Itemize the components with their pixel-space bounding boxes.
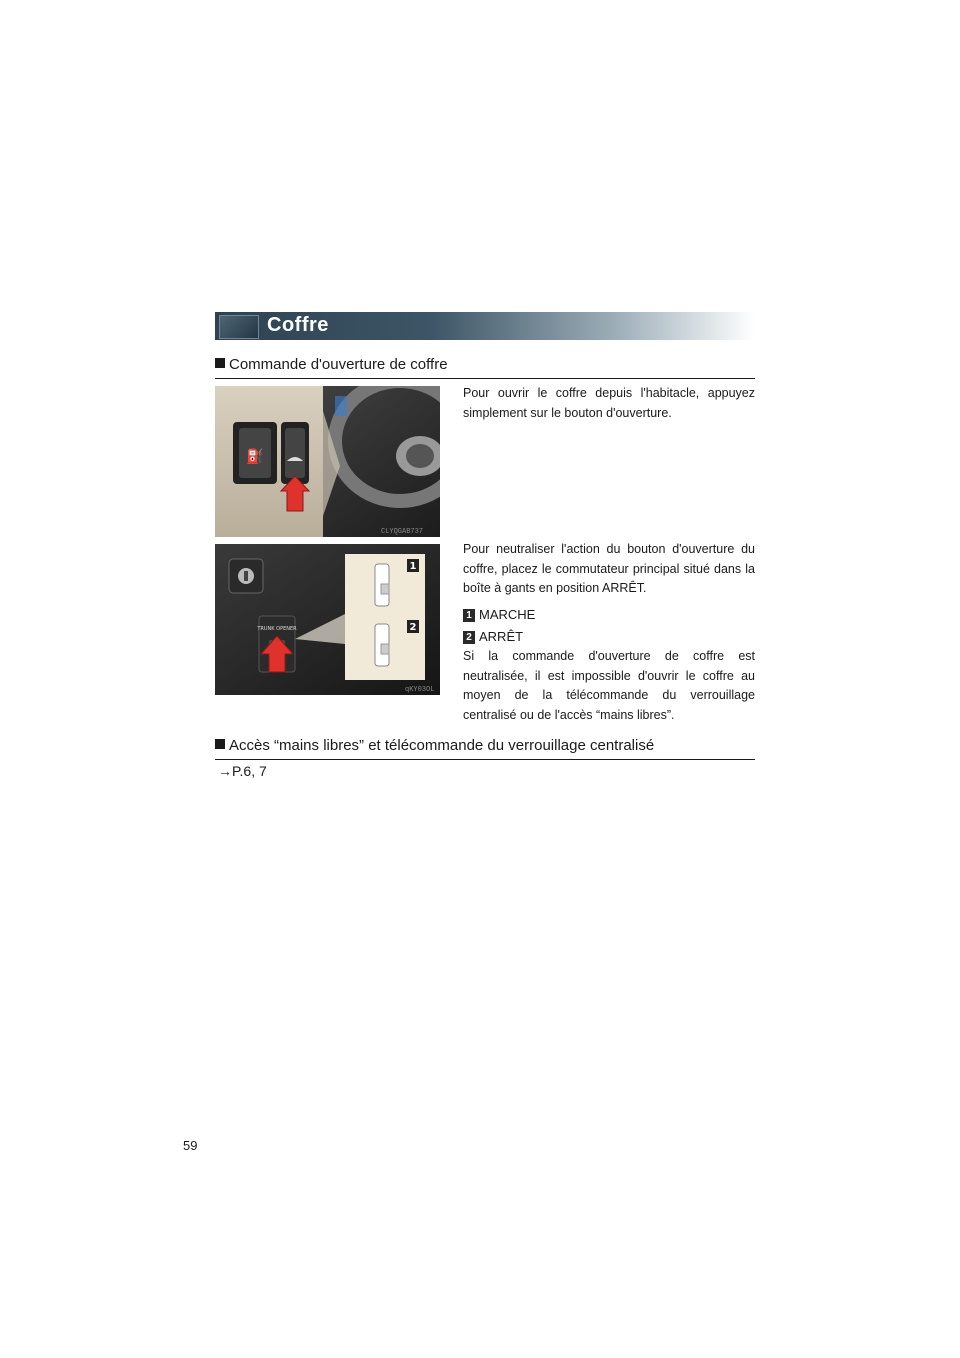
list-item-off: 2 ARRÊT (463, 628, 523, 646)
paragraph-open-trunk: Pour ouvrir le coffre depuis l'habitacle, appuyez simplement sur le bouton d'ouverture. (463, 386, 755, 420)
number-badge: 2 (463, 631, 475, 644)
photo-main-switch (215, 544, 440, 695)
svg-text:⛽: ⛽ (246, 449, 264, 465)
page-reference: →P.6, 7 (218, 763, 267, 779)
photo-trunk-opener-button (215, 386, 440, 537)
section-heading-trunk-opener: Commande d'ouverture de coffre (215, 356, 755, 379)
switch-label: TRUNK OPENER (257, 626, 297, 632)
page-number: 59 (183, 1138, 198, 1153)
square-bullet-icon (215, 358, 225, 368)
page-title: Coffre (267, 314, 329, 336)
square-bullet-icon (215, 739, 225, 749)
photo-callout-2: 2 (409, 622, 417, 633)
paragraph-note: Si la commande d'ouverture de coffre est neutralisée, il est impossible d'ouvrir le coffre au moyen de la télécommande du verrouillage centralisé ou de l'accès “mains libres”. (463, 649, 755, 722)
photo-callout-1: 1 (409, 561, 417, 572)
banner-thumbnail (219, 315, 259, 339)
list-item-on: 1 MARCHE (463, 606, 535, 624)
section-banner (215, 312, 755, 340)
paragraph-disable-opener: Pour neutraliser l'action du bouton d'ouverture du coffre, placez le commutateur principal situé dans la boîte à gants en position ARRÊT. (463, 542, 755, 595)
number-badge: 1 (463, 609, 475, 622)
photo-code: qKY03OL (405, 686, 435, 694)
section-heading-remote: Accès “mains libres” et télécommande du verrouillage centralisé (215, 737, 755, 760)
photo-code: CLYQGAB737 (381, 528, 424, 536)
